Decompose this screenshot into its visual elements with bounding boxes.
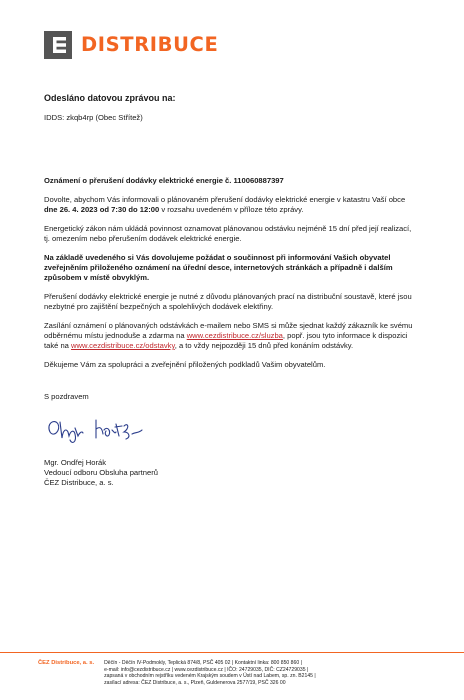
footer-company: ČEZ Distribuce, a. s. (38, 660, 95, 666)
brand-name: DISTRIBUCE (81, 33, 219, 57)
closing: S pozdravem (44, 392, 89, 401)
notif-text-3: , a to vždy nejpozději 15 dnů před konáním odstávky. (174, 341, 354, 350)
link-sluzba[interactable]: www.cezdistribuce.cz/sluzba (186, 331, 283, 340)
intro-text-1: Dovolte, abychom Vás informovali o plánovaném přerušení dodávky elektrické energie v katastru Vaší obce (44, 195, 406, 204)
footer-line-4: zasílací adresa: ČEZ Distribuce, a. s., Plzeň, Guldenerova 2577/19, PSČ 326 00 (104, 679, 286, 686)
signer-block (44, 458, 419, 488)
paragraph-intro (44, 195, 419, 215)
recipient-ids: IDDS: zkqb4rp (Obec Střítež) (44, 113, 143, 122)
footer-line-3: zapsaná v obchodním rejstříku vedeném Krajským soudem v Ústí nad Labem, sp. zn. B2145 | (104, 673, 316, 679)
outage-date: dne 26. 4. 2023 od 7:30 do 12:00 (44, 205, 160, 214)
footer-divider (0, 652, 464, 653)
notif-text-1: Zasílání oznámení o plánovaných odstávkách e-mailem nebo SMS si může sjednat každý zákazník ke svému odběrnému místu jednoduše a zdarma na (44, 321, 413, 340)
signer-role: Vedoucí odboru Obsluha partnerů (44, 468, 158, 477)
link-odstavky[interactable]: www.cezdistribuce.cz/odstavky (71, 341, 175, 350)
footer (38, 660, 438, 686)
signer-name: Mgr. Ondřej Horák (44, 458, 107, 467)
paragraph-law: Energetický zákon nám ukládá povinnost oznamovat plánovanou odstávku nejméně 15 dní před její realizací, tj. omezením nebo přerušením dodávek elektrické energie. (44, 224, 412, 243)
signer-company: ČEZ Distribuce, a. s. (44, 478, 114, 487)
notif-text-2: , popř. jsou tyto informace k dispozici také na (44, 331, 408, 350)
cez-logo-icon (44, 31, 72, 59)
footer-line-1: Děčín - Děčín IV-Podmokly, Teplická 874/8, PSČ 405 02 | Kontaktní linka: 800 850 860 | (104, 660, 302, 666)
paragraph-reason: Přerušení dodávky elektrické energie je nutné z důvodu plánovaných prací na distribuční soustavě, které jsou nezbytné pro zajištění bezpečných a spolehlivých dodávek elektřiny. (44, 292, 412, 311)
intro-text-2: v rozsahu uvedeném v příloze této zprávy. (159, 205, 304, 214)
footer-info (104, 660, 316, 686)
sent-heading: Odesláno datovou zprávou na: (44, 93, 176, 103)
paragraph-thanks: Děkujeme Vám za spolupráci a zveřejnění přiložených podkladů Vašim obyvatelům. (44, 360, 326, 369)
handwritten-signature (44, 412, 419, 448)
cez-logo (44, 31, 218, 59)
paragraph-request: Na základě uvedeného si Vás dovolujeme požádat o součinnost při informování Vašich obyvatel zveřejněním přiloženého oznámení na úřední desce, internetových stránkách a případně i dalším způsobem v místě obvyklým. (44, 253, 393, 282)
footer-line-2: e-mail: info@cezdistribuce.cz | www.cezdistribuce.cz | IČO: 24729035, DIČ: CZ24729035 | (104, 666, 309, 673)
paragraph-notifications (44, 321, 419, 351)
letter-body (44, 93, 419, 488)
letter-subject: Oznámení o přerušení dodávky elektrické energie č. 110060887397 (44, 176, 284, 185)
